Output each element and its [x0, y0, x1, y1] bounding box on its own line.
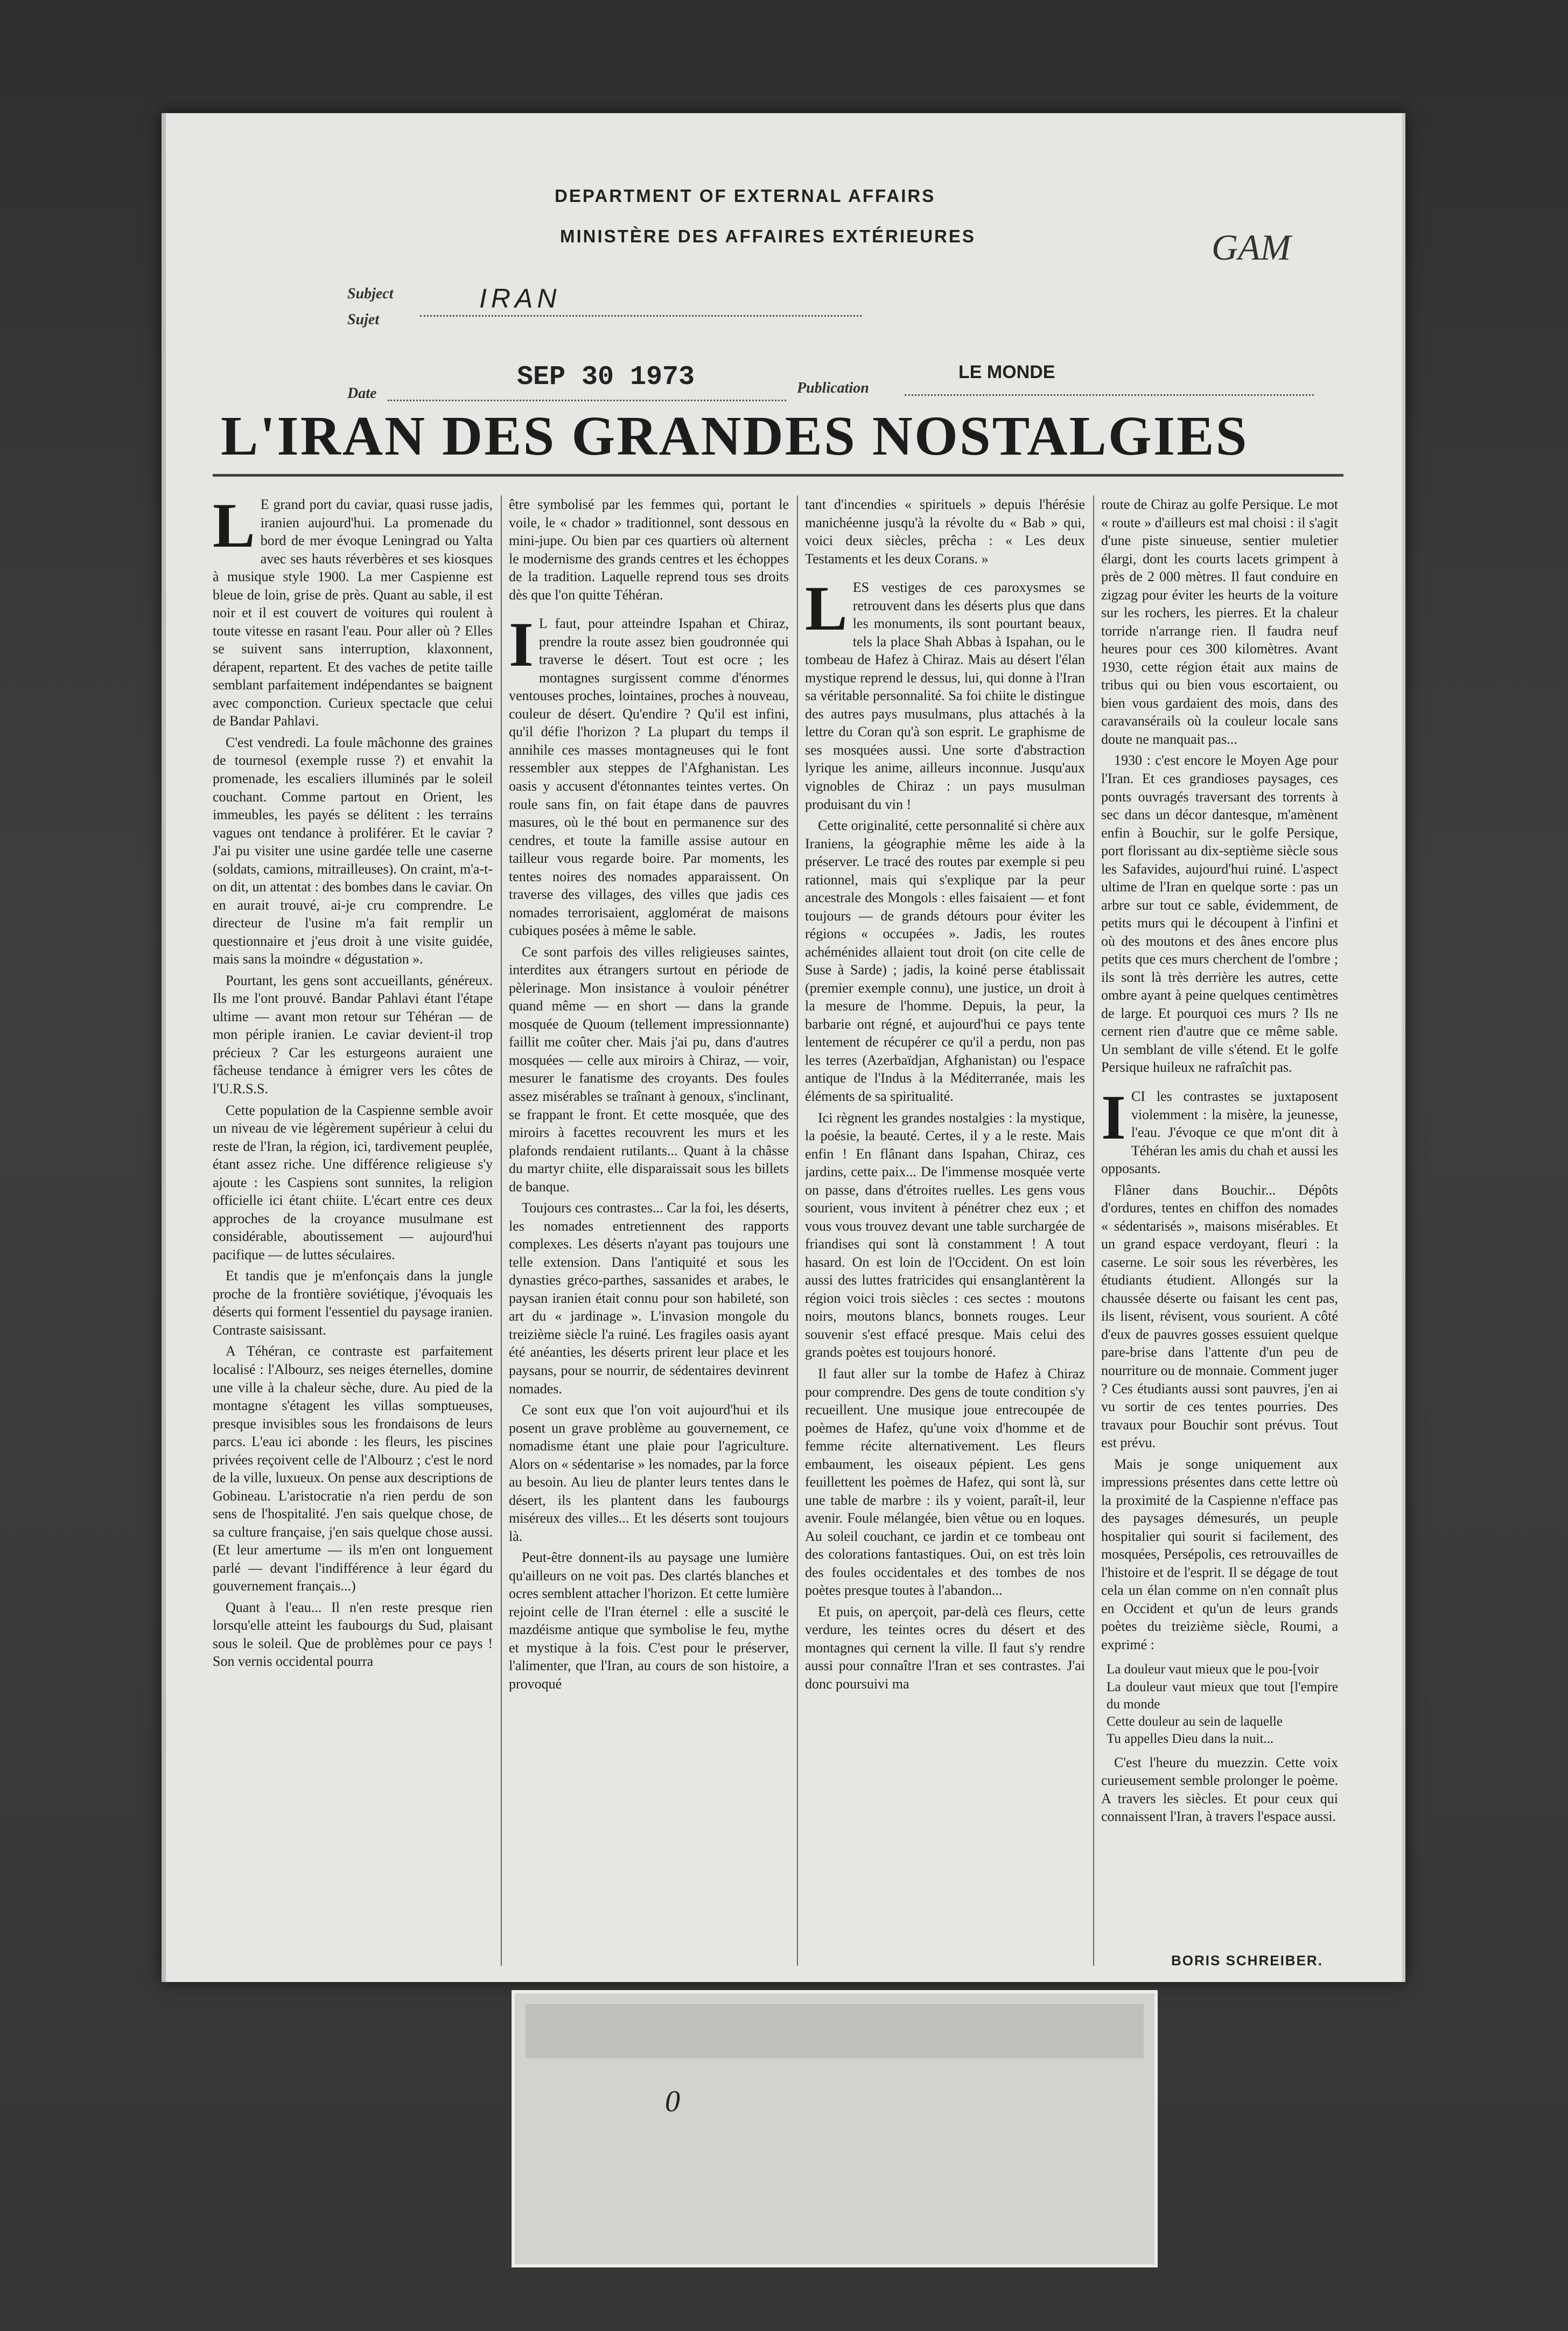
paragraph: Cette population de la Caspienne semble avoir un niveau de vie légèrement supérieur à celui du reste de l'Iran, la région, ici, tardivement peuplée, étant assez riche. Une différence religieuse s'y ajoute : les Caspiens sont sunnites, la religion officielle ici étant chiite. L'écart entre ces deux approches de la croyance musulmane est considérable, aboutissement — aujourd'hui pacifique — de luttes séculaires.: [213, 1102, 493, 1262]
paragraph: A Téhéran, ce contraste est parfaitement localisé : l'Albourz, ses neiges éternelles, domine une ville à la chaleur sèche, dure. Au pied de la montagne s'étagent les villas somptueuses, presque invisibles sous les frondaisons de leurs parcs. L'eau ici abonde : les fleurs, les piscines privées reçoivent celle de l'Albourz ; c'est le nord de la ville, luxueux. On pense aux descriptions de Gobineau. L'aristocratie n'a rien perdu de son sens de l'hospitalité. J'en sais quelque chose, de sa culture française, j'en sais quelque chose aussi. (Et leur amertume — ils m'en ont longuement parlé — devant l'indifférence à leur égard du gouvernement français...): [213, 1343, 493, 1594]
drop-cap: L: [213, 495, 255, 561]
poem-line: Tu appelles Dieu dans la nuit...: [1107, 1732, 1274, 1747]
paragraph: Flâner dans Bouchir... Dépôts d'ordures, tentes en chiffon des nomades « sédentarisés », maisons misérables. Et un grand espace verdoyant, fleuri : la caserne. Le soir sous les réverbères, les étudiants étudient. Allongés sur la chaussée déserte ou faisant les cent pas, ils lisent, révisent, vous sourient. A côté d'eux de pauvres gosses essuient quelque pare-brise dans l'attente d'un peu de nourriture ou de monnaie. Comment juger ? Ces étudiants aussi sont pauvres, j'en ai vu sortir de ces tentes pourries. Des travaux pour Bouchir sont prévus. Tout est prévu.: [1101, 1182, 1338, 1451]
paragraph: L E grand port du caviar, quasi russe jadis, iranien aujourd'hui. La promenade du bord de mer évoque Leningrad ou Yalta avec ses hauts réverbères et ses kiosques à musique style 1900. La mer Caspienne est bleue de loin, grise de près. Quant au sable, il est noir et il est couvert de voitures qui roulent à toute vitesse en rasant l'eau. Pour aller où ? Elles se suivent sans interruption, klaxonnent, dérapent, repartent. Et des vaches de petite taille semblant parfaitement indépendantes se baignent avec componction. Curieux spectacle que celui de Bandar Pahlavi.: [213, 495, 493, 729]
folder-tab-mark: 0: [665, 2085, 680, 2118]
column-divider: [501, 495, 502, 1966]
publication-value: LE MONDE: [958, 362, 1055, 382]
poem-line: La douleur vaut mieux que le pou-[voir: [1107, 1662, 1319, 1677]
paragraph: Ce sont parfois des villes religieuses saintes, interdites aux étrangers surtout en période de pèlerinage. Mon insistance à vouloir pénétrer quand même — en short — dans la grande mosquée de Quoum (tellement impressionnante) faillit me coûter cher. Mais j'ai pu, dans d'autres mosquées — celle aux miroirs à Chiraz, — voir, mesurer le fanatisme des croyants. Des foules assez misérables se traînant à genoux, s'inclinant, se frappant le front. Et cette mosquée, que des miroirs à facettes recouvrent les murs et les plafonds rendaient rutilants... Quant à la châsse du martyr chiite, elle disparaissait sous les billets de banque.: [509, 944, 789, 1195]
folder-tab: [512, 1990, 1158, 2267]
poem-line: La douleur vaut mieux que tout [l'empire du monde: [1107, 1679, 1338, 1712]
subject-value: IRAN: [479, 283, 561, 313]
paragraph: C'est vendredi. La foule mâchonne des graines de tournesol (exemple russe ?) et envahit la promenade, les escaliers illuminés par le soleil couchant. Comme partout en Orient, les immeubles, les payés se délitent : les terrains vagues ont tendance à proliférer. Et le caviar ? J'ai pu visiter une usine gardée telle une caserne (soldats, camions, mitrailleuses). On craint, m'a-t-on dit, un attentat : des bombes dans le caviar. On en aurait trouvé, ai-je cru comprendre. Le directeur de l'usine m'a fait remplir un questionnaire et j'eus droit à une visite guidée, mais sans la moindre « dégustation ».: [213, 734, 493, 967]
paragraph: Ce sont eux que l'on voit aujourd'hui et ils posent un grave problème au gouvernement, ce nomadisme étant une plaie pour l'agriculture. Alors on « sédentarise » les nomades, par la force au besoin. Au lieu de planter leurs tentes dans le désert, ils les plantent dans les faubourgs miséreux des villes... Et les déserts sont toujours là.: [509, 1402, 789, 1544]
paragraph: tant d'incendies « spirituels » depuis l'hérésie manichéenne jusqu'à la révolte du « Bab » qui, voici deux siècles, prêcha : « Les deux Testaments et les deux Corans. »: [805, 497, 1085, 567]
drop-cap: L: [805, 573, 848, 644]
paragraph: Il faut aller sur la tombe de Hafez à Chiraz pour comprendre. Des gens de toute condition s'y recueillent. Une musique joue entrecoupée de poèmes de Hafez, qu'une voix d'homme et de femme récite alternativement. Les fleurs embaument, les oiseaux pépient. Les gens feuillettent les poèmes de Hafez, qui sont là, sur une table de marbre : ils y voient, paraît-il, leur avenir. Foule mélangée, bien vêtue ou en loques. Au soleil couchant, ce jardin et ce tombeau ont des colorations fantastiques. Oui, on est très loin des foules occidentales et des tombes de nos poètes presque toutes à l'abandon...: [805, 1365, 1085, 1599]
folder-tab-band: [526, 2004, 1144, 2058]
article-column-4: [1101, 495, 1338, 1960]
subject-label-fr: Sujet: [347, 311, 380, 328]
poem-line: Cette douleur au sein de laquelle: [1107, 1714, 1283, 1729]
paragraph: LES vestiges de ces paroxysmes se retrouvent dans les déserts plus que dans les monuments, ils sont pourtant beaux, tels la place Shah Abbas à Ispahan, ou le tombeau de Hafez à Chiraz. Mais au désert l'élan mystique reprend le dessus, lui, qui donne à l'Iran sa véritable personnalité. Sa foi chiite le distingue des autres pays musulmans, plus attachés à la lettre du Coran qu'à son esprit. Le graphisme de ses mosquées aussi. Une sorte d'abstraction lyrique les anime, ailleurs inconnue. Jusqu'aux vignobles de Chiraz : un pays musulman produisant du vin !: [805, 573, 1085, 812]
paragraph: route de Chiraz au golfe Persique. Le mot « route » d'ailleurs est mal choisi : il s'agit d'une piste sinueuse, sentier muletier élargi, dont les courts lacets grimpent à près de 2 000 mètres. Il faut conduire en zigzag pour éviter les heurts de la voiture sur les rochers, les pierres. Et la chaleur torride n'arrange rien. Il faudra neuf heures pour ces 300 kilomètres. Avant 1930, cette région était aux mains de tribus qui ou bien vous escortaient, ou bien vous gardaient des mois, dans des caravansérails où la couleur locale sans doute ne manquait pas...: [1101, 497, 1338, 747]
subject-line: [420, 315, 862, 317]
article-column-2: [509, 495, 789, 1960]
subject-label-en: Subject: [347, 285, 394, 302]
handwritten-corner-note: GAM: [1212, 227, 1291, 268]
date-line: [388, 400, 786, 401]
paragraph: Toujours ces contrastes... Car la foi, les déserts, les nomades entretiennent des rapports complexes. Les déserts n'ayant pas toujours une telle extension. Dans l'antiquité et sous les dynasties gréco-parthes, sassanides et arabes, le paysan iranien était connu pour son habileté, son art du « jardinage ». L'invasion mongole du treizième siècle l'a ruiné. Les fragiles oasis ayant été anéanties, les déserts prirent leur place et les paysans, pour se nourrir, de sédentaires devinrent nomades.: [509, 1200, 789, 1397]
paragraph: Ici règnent les grandes nostalgies : la mystique, la poésie, la beauté. Certes, il y a le reste. Mais enfin ! En flânant dans Ispahan, Chiraz, ces jardins, cette paix... De l'immense mosquée verte on passe, dans d'étroites ruelles. Les gens vous sourient, vous invitent à pénétrer chez eux ; et vous vous trouvez devant une table surchargée de friandises qui sont là constamment ! A tout hasard. On est loin de l'Occident. On est loin aussi des luttes fratricides qui ensanglantèrent la région voici trois siècles : ces sectes : moutons noirs, moutons blancs, bonnets rouges. Leur souvenir s'est effacé presque. Mais celui des grands poètes est toujours honoré.: [805, 1109, 1085, 1360]
drop-cap: I: [1101, 1082, 1126, 1153]
paragraph: Et tandis que je m'enfonçais dans la jungle proche de la frontière soviétique, j'évoquais les déserts qui forment l'essentiel du paysage iranien. Contraste saisissant.: [213, 1268, 493, 1338]
paragraph: être symbolisé par les femmes qui, portant le voile, le « chador » traditionnel, sont dessous en mini-jupe. Ou bien par ces quartiers où alternent le modernisme des grands centres et les échoppes de la tradition. Laquelle reprend tous ses droits dès que l'on quitte Téhéran.: [509, 497, 789, 603]
paragraph: ICI les contrastes se juxtaposent violemment : la misère, la jeunesse, l'eau. J'évoque ce que m'ont dit à Téhéran les amis du chah et aussi les opposants.: [1101, 1082, 1338, 1177]
article-headline: L'IRAN DES GRANDES NOSTALGIES: [221, 405, 1249, 467]
article-byline: BORIS SCHREIBER.: [1171, 1952, 1323, 1969]
department-name-fr: MINISTÈRE DES AFFAIRES EXTÉRIEURES: [560, 226, 976, 246]
paragraph: I L faut, pour atteindre Ispahan et Chiraz, prendre la route assez bien goudronnée qui traverse le désert. Tout est ocre ; les montagnes surgissent comme d'énormes ventouses proches, lointaines, proches à nouveau, couleur de désert. Qu'endire ? Qu'il est infini, qu'il défie l'horizon ? La plupart du temps il annihile ces masses montagneuses qui le font ressembler aux steppes de l'Afghanistan. Les oasis y accusent d'étonnantes teintes vertes. On roule sans fin, on fait étape dans de pauvres masures, où le thé bout en permanence sur des cendres, et toute la famille assise autour en tailleur vous regarde boire. Par moments, les tentes noires des nomades apparaissent. On traverse des villages, des villes que jadis ces nomades terrorisaient, agglomérat de maisons cubiques posées à même le sable.: [509, 609, 789, 939]
publication-line: [905, 394, 1314, 396]
poem-quote: [1107, 1661, 1338, 1748]
date-stamp: SEP 30 1973: [517, 362, 695, 393]
department-name-en: DEPARTMENT OF EXTERNAL AFFAIRS: [555, 186, 936, 206]
paragraph: Mais je songe uniquement aux impressions présentes dans cette lettre où la proximité de la Caspienne n'efface pas des paysages démesurés, un peuple hospitalier qui sourit si facilement, des mosquées, Persépolis, ces retrouvailles de l'histoire et de l'esprit. Il se dégage de tout cela un élan comme on n'en connaît plus en Occident et qu'un de leurs grands poètes du treizième siècle, Roumi, a exprimé :: [1101, 1456, 1338, 1652]
column-divider: [1093, 495, 1094, 1966]
drop-cap: I: [509, 609, 534, 680]
paragraph: Pourtant, les gens sont accueillants, généreux. Ils me l'ont prouvé. Bandar Pahlavi étant l'étape ultime — avant mon retour sur Téhéran — de mon périple iranien. Le caviar devient-il trop précieux ? Car les esturgeons auraient une fâcheuse tendance à émigrer vers les côtes de l'U.R.S.S.: [213, 972, 493, 1097]
headline-rule: [213, 474, 1343, 477]
column-divider: [797, 495, 798, 1966]
paragraph: Cette originalité, cette personnalité si chère aux Iraniens, la géographie même les aide à la préserver. Le tracé des routes par exemple si peu rationnel, mais qui s'explique par la peur ancestrale des Mongols : elles faisaient — et font toujours — de grands détours pour éviter les régions « occupées ». Jadis, les routes achéménides allaient tout droit (on cite celle de Suse à Sarde) ; jadis, la koiné perse établissait (premier exemple connu), une justice, un droit à la mesure de l'homme. Depuis, la peur, la barbarie ont régné, et aujourd'hui ce pays tente lentement de récupérer ce qu'il a perdu, non pas les terres (Azerbaïdjan, Afghanistan) ou l'espace antique de l'Indus à la Méditerranée, mais les éléments de sa spiritualité.: [805, 818, 1085, 1104]
paragraph: Quant à l'eau... Il n'en reste presque rien lorsqu'elle atteint les faubourgs du Sud, plaisant sous le soleil. Que de problèmes pour ce pays ! Son vernis occidental pourra: [213, 1599, 493, 1670]
article-column-3: [805, 495, 1085, 1960]
paragraph: C'est l'heure du muezzin. Cette voix curieusement semble prolonger le poème. A travers les siècles. Et pour ceux qui connaissent l'Iran, à travers l'espace aussi.: [1101, 1754, 1338, 1825]
paragraph: Et puis, on aperçoit, par-delà ces fleurs, cette verdure, les teintes ocres du désert et des montagnes qui cernent la ville. Il faut s'y rendre aussi pour connaître l'Iran et ses contrastes. J'ai donc poursuivi ma: [805, 1603, 1085, 1692]
article-column-1: [213, 495, 493, 1960]
paragraph: 1930 : c'est encore le Moyen Age pour l'Iran. Et ces grandioses paysages, ces ponts ouvragés traversant des torrents à sec dans un décor dantesque, m'amènent enfin à Bouchir, sur le golfe Persique, port florissant au dix-septième siècle sous les Safavides, aujourd'hui ruiné. L'aspect ultime de l'Iran en quelque sorte : pas un arbre sur tout ce sable, évidemment, de petits murs qui le découpent à l'infini et où des moutons et des ânes encore plus petits que ces murs cherchent de l'ombre ; ils sont là très derrière les autres, cette ombre ayant à peine quelques centimètres de large. Et pourquoi ces murs ? Ils ne cernent rien d'autre que ce même sable. Un semblant de ville s'étend. Et le golfe Persique huileux ne rafraîchit pas.: [1101, 752, 1338, 1076]
publication-label: Publication: [797, 380, 869, 396]
paragraph: Peut-être donnent-ils au paysage une lumière qu'ailleurs on ne voit pas. Des clartés blanches et ocres semblent attacher l'horizon. Et cette lumière rejoint celle de l'Iran éternel : elle a suscité le mazdéisme antique que symbolise le feu, mythe et mystique à la fois. C'est pour le préserver, l'alimenter, que l'Iran, au cours de son histoire, a provoqué: [509, 1550, 789, 1692]
date-label: Date: [347, 385, 377, 402]
